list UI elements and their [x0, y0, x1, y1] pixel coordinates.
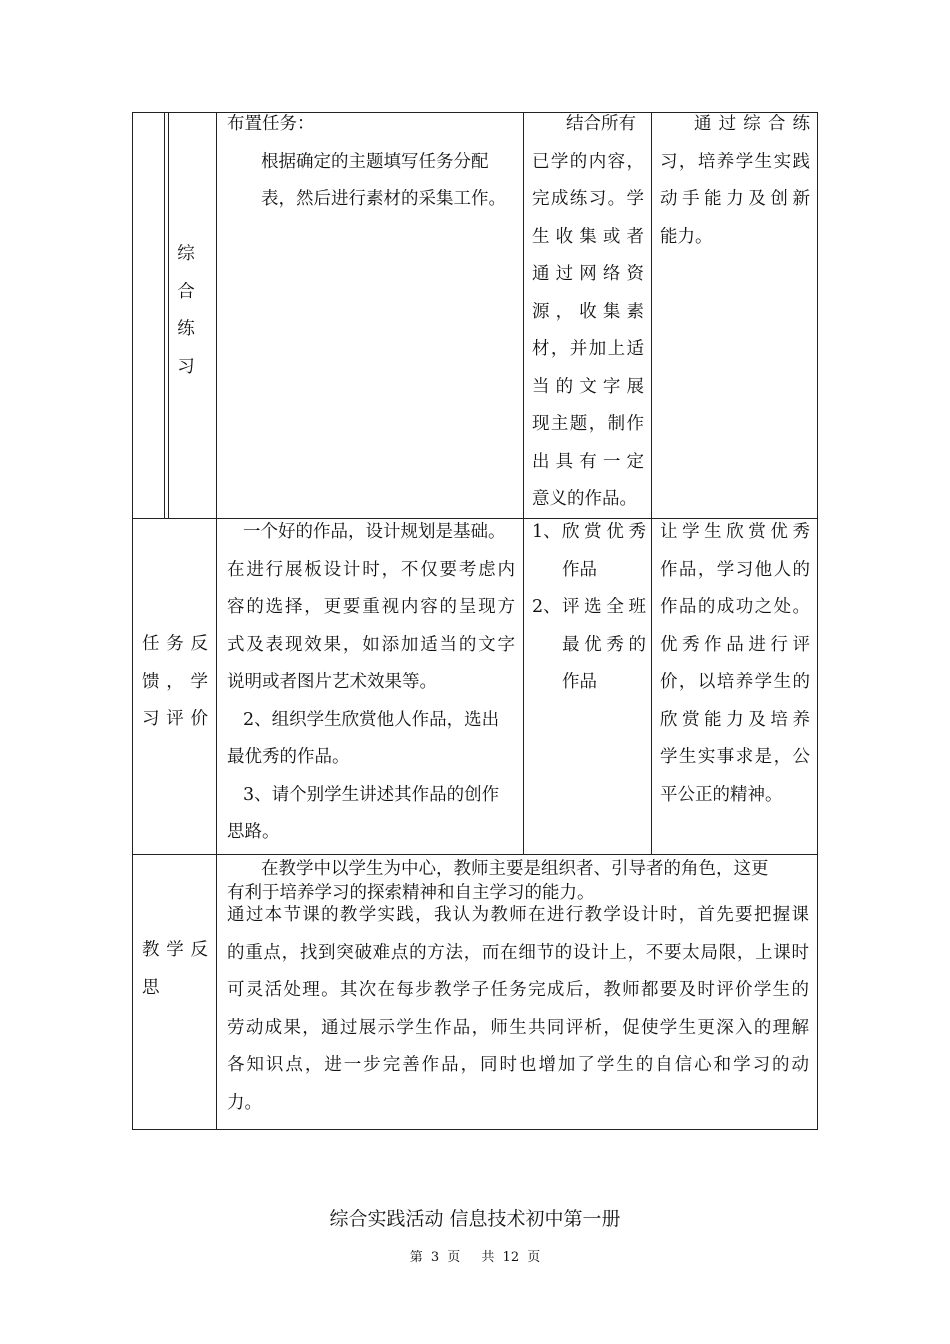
student-line: 生收集或者: [532, 226, 644, 247]
footer-title: 综合实践活动 信息技术初中第一册: [329, 1208, 621, 1230]
para-line: 可灵活处理。其次在每步教学子任务完成后，教师都要及时评价学生的: [227, 980, 809, 1000]
item-line: 最优秀的: [562, 634, 646, 655]
purpose-line: 欣赏能力及培养: [660, 709, 810, 730]
content-line: 根据确定的主题填写任务分配: [261, 151, 489, 172]
content-line: 3、请个别学生讲述其作品的创作: [243, 784, 500, 805]
section1-label-char: 合: [177, 281, 195, 302]
purpose-line: 让学生欣赏优秀: [660, 522, 810, 542]
section3-paragraph2: [227, 897, 809, 1122]
purpose-line: 平公正的精神。: [660, 784, 783, 805]
label-line: 任务反: [142, 634, 208, 654]
para-line: 的重点，找到突破难点的方法，而在细节的设计上，不要太局限，上课时: [227, 942, 809, 963]
section1-label-char: 练: [177, 319, 195, 339]
section1-label-char: 综: [177, 244, 195, 264]
purpose-line: 学生实事求是，公: [660, 747, 810, 767]
label-line: 馈，学: [142, 671, 208, 692]
table-border-left: [132, 112, 133, 1130]
row-divider-2: [132, 854, 818, 855]
purpose-line: 价，以培养学生的: [660, 672, 810, 692]
content-line: 说明或者图片艺术效果等。: [227, 672, 437, 692]
para-line: 有利于培养学习的探索精神和自主学习的能力。: [227, 883, 595, 903]
item-line: 作品: [562, 559, 597, 580]
col-divider-content: [216, 112, 217, 1130]
label-line: 习评价: [142, 709, 208, 729]
student-line: 现主题，制作: [532, 414, 644, 434]
content-line: 容的选择，更要重视内容的呈现方: [227, 597, 515, 617]
student-line: 意义的作品。: [532, 489, 637, 509]
purpose-line: 作品的成功之处。: [660, 597, 810, 617]
purpose-line: 动手能力及创新: [660, 189, 810, 209]
content-line: 2、组织学生欣赏他人作品，选出: [243, 709, 500, 730]
student-item: [532, 589, 646, 702]
purpose-line: 优秀作品进行评: [660, 634, 810, 655]
student-item: [532, 514, 646, 589]
student-line: 完成练习。学: [532, 189, 644, 209]
student-line: 当的文字展: [532, 376, 644, 397]
item-line: 欣赏优秀: [562, 522, 646, 542]
content-line: 在进行展板设计时，不仅要考虑内: [227, 559, 515, 580]
col-divider-purpose: [651, 112, 652, 855]
purpose-line: 通过综合练: [694, 114, 810, 134]
section1-student-activity: [532, 106, 644, 519]
section1-content: [227, 106, 517, 219]
section2-purpose: [660, 514, 810, 814]
content-line: 式及表现效果，如添加适当的文字: [227, 634, 515, 655]
para-line: 各知识点，进一步完善作品，同时也增加了学生的自信心和学习的动: [227, 1055, 809, 1075]
para-line: 通过本节课的教学实践，我认为教师在进行教学设计时，首先要把握课: [227, 905, 809, 925]
student-line: 通过网络资: [532, 264, 644, 284]
section3-label: [142, 932, 208, 1007]
label-line: 教学反: [142, 940, 208, 960]
student-line: 材，并加上适: [532, 339, 644, 359]
student-line: 出具有一定: [532, 451, 644, 472]
item-line: 作品: [562, 672, 597, 692]
table-border-bottom: [132, 1129, 818, 1130]
item-number: 2、: [532, 597, 561, 617]
col-divider-inner-2: [168, 112, 169, 519]
para-line: 在教学中以学生为中心，教师主要是组织者、引导者的角色，这更: [261, 859, 769, 879]
student-line: 已学的内容，: [532, 151, 644, 172]
purpose-line: 能力。: [660, 226, 713, 247]
content-line: 表，然后进行素材的采集工作。: [261, 189, 506, 209]
item-line: 评选全班: [562, 597, 646, 617]
section1-purpose: [660, 106, 810, 256]
content-line: 思路。: [227, 822, 280, 842]
purpose-line: 习，培养学生实践: [660, 151, 810, 172]
section2-content: [227, 514, 515, 852]
section1-label: [174, 236, 198, 386]
page-number: 第 3 页 共 12 页: [409, 1250, 541, 1265]
para-line: 力。: [227, 1092, 262, 1113]
section1-label-char: 习: [177, 356, 195, 377]
purpose-line: 作品，学习他人的: [660, 559, 810, 580]
table-border-right: [817, 112, 818, 1130]
content-line: 最优秀的作品。: [227, 747, 350, 767]
section2-student-activity: [532, 514, 646, 702]
student-line: 结合所有: [566, 114, 636, 134]
section2-label: [142, 626, 208, 739]
content-line: 布置任务：: [227, 114, 315, 134]
para-line: 劳动成果，通过展示学生作品，师生共同评析，促使学生更深入的理解: [227, 1017, 809, 1038]
student-line: 源，收集素: [532, 301, 644, 322]
item-number: 1、: [532, 522, 561, 542]
col-divider-inner-1: [164, 112, 165, 519]
col-divider-student: [523, 112, 524, 855]
label-line: 思: [142, 977, 160, 998]
content-line: 一个好的作品，设计规划是基础。: [243, 522, 506, 542]
